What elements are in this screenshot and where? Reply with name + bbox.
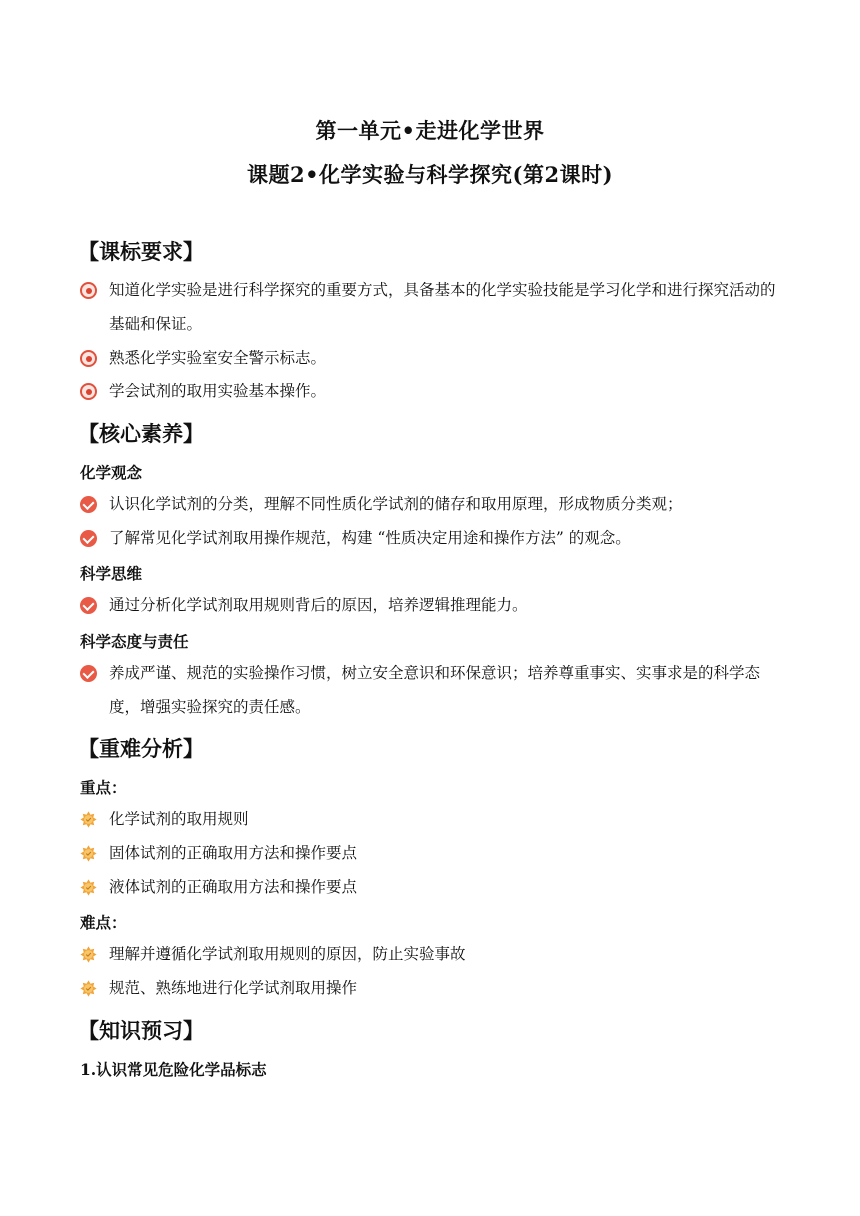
literacy-item-text: 认识化学试剂的分类，理解不同性质化学试剂的储存和取用原理，形成物质分类观； [109, 495, 683, 513]
star-badge-icon [80, 980, 97, 997]
curriculum-item [80, 281, 785, 349]
unit-title: 第一单元•走进化学世界 [315, 118, 545, 143]
literacy-item-text: 通过分析化学试剂取用规则背后的原因，培养逻辑推理能力。 [109, 596, 528, 614]
literacy-group-title: 化学观念 [80, 463, 143, 482]
literacy-group-title: 科学思维 [80, 564, 143, 583]
difficulty-title: 难点： [80, 913, 127, 932]
curriculum-item-text: 知道化学实验是进行科学探究的重要方式，具备基本的化学实验技能是学习化学和进行探究活动的基础和保证。 [109, 281, 776, 333]
star-badge-icon [80, 811, 97, 828]
difficulty-item [80, 979, 785, 1013]
target-icon [80, 282, 97, 299]
star-badge-icon [80, 845, 97, 862]
target-icon [80, 350, 97, 367]
literacy-heading: 【核心素养】 [78, 421, 204, 446]
curriculum-item [80, 382, 785, 416]
literacy-item [80, 596, 785, 630]
focus-item [80, 878, 785, 912]
focus-item-text: 液体试剂的正确取用方法和操作要点 [109, 878, 358, 896]
check-circle-icon [80, 665, 97, 682]
difficulty-item-text: 理解并遵循化学试剂取用规则的原因，防止实验事故 [109, 945, 466, 963]
target-icon [80, 383, 97, 400]
check-circle-icon [80, 530, 97, 547]
curriculum-item-text: 熟悉化学实验室安全警示标志。 [109, 349, 327, 367]
literacy-item [80, 664, 785, 732]
difficulty-item-text: 规范、熟练地进行化学试剂取用操作 [109, 979, 358, 997]
check-circle-icon [80, 496, 97, 513]
curriculum-heading: 【课标要求】 [78, 239, 204, 264]
focus-item-text: 化学试剂的取用规则 [109, 810, 249, 828]
literacy-item [80, 529, 785, 563]
star-badge-icon [80, 879, 97, 896]
curriculum-item-text: 学会试剂的取用实验基本操作。 [109, 382, 327, 400]
preview-heading: 【知识预习】 [78, 1018, 204, 1043]
check-circle-icon [80, 597, 97, 614]
lesson-title: 课题2•化学实验与科学探究(第2课时) [246, 162, 614, 187]
literacy-item-text: 养成严谨、规范的实验操作习惯，树立安全意识和环保意识；培养尊重事实、实事求是的科学态度，增强实验探究的责任感。 [109, 664, 761, 716]
literacy-group-title: 科学态度与责任 [80, 632, 189, 651]
literacy-item-text: 了解常见化学试剂取用操作规范，构建 “性质决定用途和操作方法” 的观念。 [109, 529, 631, 547]
key-points-heading: 【重难分析】 [78, 736, 204, 761]
preview-item-title: 1.认识常见危险化学品标志 [80, 1060, 267, 1079]
focus-title: 重点： [80, 778, 127, 797]
focus-item-text: 固体试剂的正确取用方法和操作要点 [109, 844, 358, 862]
star-badge-icon [80, 946, 97, 963]
